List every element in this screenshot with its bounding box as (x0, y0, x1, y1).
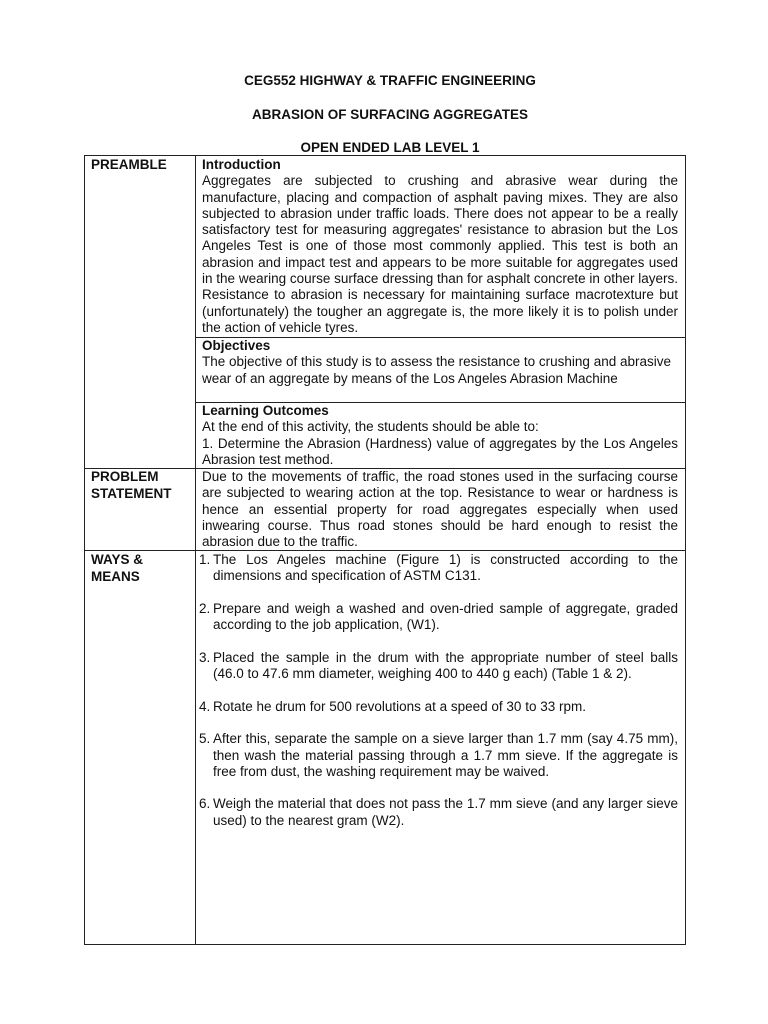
problem-label-line2: STATEMENT (91, 485, 172, 501)
problem-label (91, 469, 172, 502)
outcomes-item: 1. Determine the Abrasion (Hardness) value of aggregates by the Los Angeles Abrasion test method. (202, 435, 678, 467)
ways-label-line1: WAYS & (91, 552, 144, 567)
introduction-text: Aggregates are subjected to crushing and abrasive wear during the manufacture, placing and compaction of asphalt paving mixes. They are also subjected to abrasion under traffic loads. There does not appear to be a really satisfactory test for measuring aggregates' resistance to abrasion but the Los Angeles Test is one of those most commonly applied. This test is both an abrasion and impact test and appears to be more suitable for aggregates used in the wearing course surface dressing than for asphalt concrete in other layers. Resistance to abrasion is necessary for maintaining surface macrotexture but (unfortunately) the tougher an aggregate is, the more likely it is to polish under the action of vehicle tyres. (202, 173, 678, 335)
problem-text: Due to the movements of traffic, the road stones used in the surfacing course are subjected to wearing action at the top. Resistance to wear or hardness is hence an essential property for road aggregates especially when used inwearing course. Thus road stones should be hard enough to resist the abrasion due to the traffic. (202, 469, 678, 550)
course-title: CEG552 HIGHWAY & TRAFFIC ENGINEERING (244, 73, 536, 88)
step-item: 2. Prepare and weigh a washed and oven-dried sample of aggregate, graded according to the job application, (W1). (199, 600, 678, 633)
ways-label-line2: MEANS (91, 568, 140, 584)
document-subtitle: OPEN ENDED LAB LEVEL 1 (300, 140, 480, 155)
step-item: 3. Placed the sample in the drum with the appropriate number of steel balls (46.0 to 47.6 mm diameter, weighing 400 to 440 g each) (Table 1 & 2). (199, 649, 678, 682)
steps-list (199, 552, 678, 829)
outcomes-cell (202, 403, 678, 468)
problem-label-line1: PROBLEM (91, 469, 159, 484)
ways-label (91, 552, 143, 585)
introduction-cell (202, 157, 678, 336)
outcomes-intro: At the end of this activity, the students should be able to: (202, 419, 539, 435)
step-item: 5. After this, separate the sample on a sieve larger than 1.7 mm (say 4.75 mm), then wash the material passing through a 1.7 mm sieve. If the aggregate is free from dust, the washing requirement may be waived. (199, 731, 678, 779)
preamble-label: PREAMBLE (91, 157, 167, 172)
ways-steps-cell (199, 552, 678, 845)
objectives-text: The objective of this study is to assess the resistance to crushing and abrasive wear of an aggregate by means of the Los Angeles Abrasion Machine (202, 354, 671, 386)
document-title: ABRASION OF SURFACING AGGREGATES (251, 107, 528, 122)
step-item: 1. The Los Angeles machine (Figure 1) is constructed according to the dimensions and specification of ASTM C131. (199, 552, 678, 584)
introduction-heading: Introduction (202, 157, 281, 172)
objectives-cell (202, 338, 678, 387)
objectives-heading: Objectives (202, 338, 271, 353)
outcomes-heading: Learning Outcomes (202, 403, 329, 418)
step-item: 4. Rotate he drum for 500 revolutions at a speed of 30 to 33 rpm. (199, 698, 586, 714)
lab-table (84, 155, 686, 945)
step-item: 6. Weigh the material that does not pass the 1.7 mm sieve (and any larger sieve used) to the nearest gram (W2). (199, 796, 678, 828)
